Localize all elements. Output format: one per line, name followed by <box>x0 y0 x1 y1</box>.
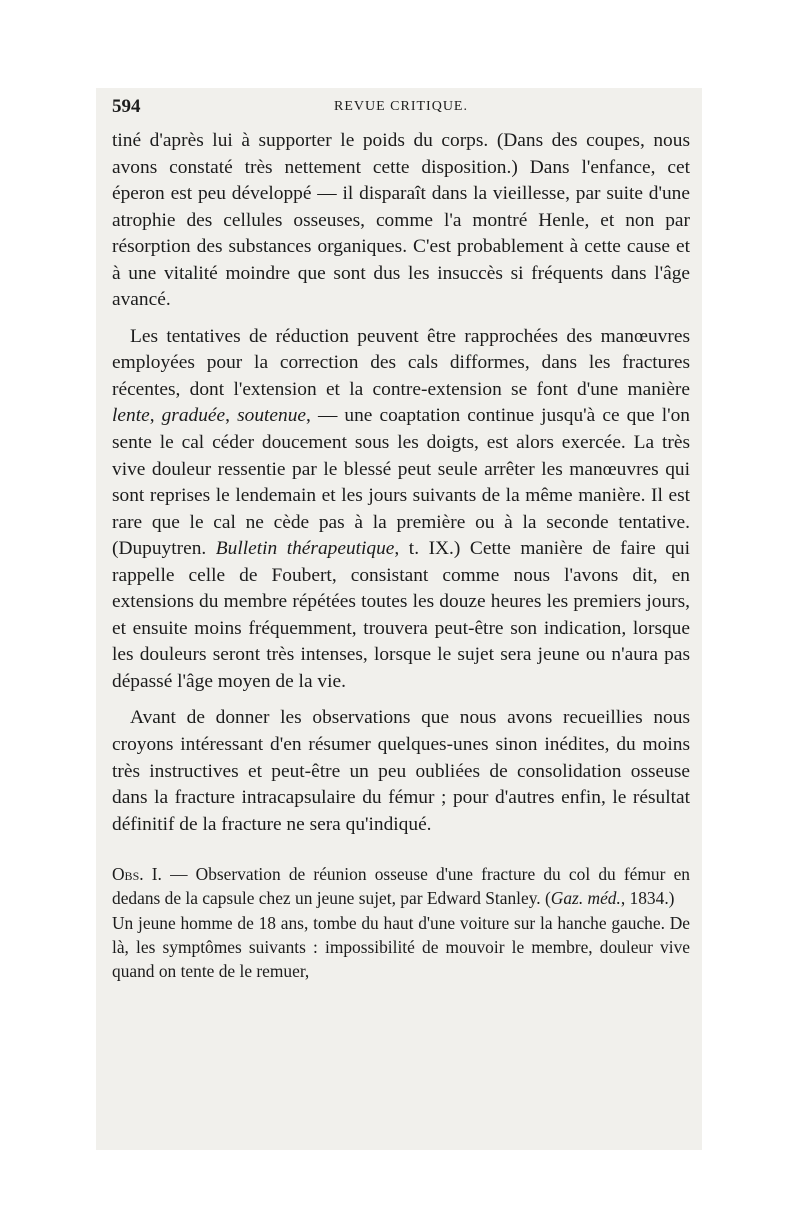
observation-source: Gaz. méd. <box>550 888 621 909</box>
page-header <box>112 90 690 128</box>
observation-label: Obs. I. <box>112 864 162 885</box>
paragraph-observations-intro: Avant de donner les observations que nous avons recueillies nous croyons intéressant d'en résumer quelques-unes sinon inédites, du moins très instructives et peut-être un peu oubliées de consolidation osseuse dans la fracture intracapsulaire du fémur ; pour d'autres enfin, le résultat définitif de la fracture ne sera qu'indiqué. <box>112 707 690 835</box>
observation-body: Un jeune homme de 18 ans, tombe du haut d'une voiture sur la hanche gauche. De là, les symptômes suivants : impossibilité de mouvoir le membre, douleur vive quand on tente de le remuer, <box>112 912 690 982</box>
page-number: 594 <box>112 96 141 117</box>
italic-term: graduée <box>161 405 226 427</box>
page-text <box>112 90 690 983</box>
italic-term: lente <box>112 405 150 427</box>
italic-term: soutenue <box>237 405 307 427</box>
observation-title: Obs. I. — Observation de réunion osseuse d'une fracture du col du fémur en dedans de la capsule chez un jeune sujet, par Edward Stanley. (Gaz. méd., 1834.) <box>112 864 690 909</box>
citation-title: Bulletin thérapeutique <box>215 538 395 560</box>
paragraph-continued: tiné d'après lui à supporter le poids du corps. (Dans des coupes, nous avons constaté très nettement cette disposition.) Dans l'enfance, cet éperon est peu développé — il disparaît dans la vieillesse, par suite d'une atrophie des cellules osseuses, comme l'a montré Henle, et non par résorption des substances organiques. C'est probablement à cette cause et à une vitalité moindre que sont dus les insuccès si fréquents dans l'âge avancé. <box>112 130 690 311</box>
running-title: REVUE CRITIQUE. <box>334 99 468 114</box>
paragraph-reduction: Les tentatives de réduction peuvent être rapprochées des manœuvres employées pour la correction des cals difformes, dans les fractures récentes, dont l'extension et la contre-extension se font d'une manière lente, graduée, soutenue, — une coaptation continue jusqu'à ce que l'on sente le cal céder doucement sous les doigts, est alors exercée. La très vive douleur ressentie par le blessé peut seule arrêter les manœuvres qui sont reprises le lendemain et les jours suivants de la même manière. Il est rare que le cal ne cède pas à la première ou à la seconde tentative. (Dupuytren. Bulletin thérapeutique, t. IX.) Cette manière de faire qui rappelle celle de Foubert, consistant comme nous l'avons dit, en extensions du membre répétées toutes les douze heures les premiers jours, et ensuite moins fréquemment, trouvera peut-être son indication, lorsque les douleurs seront très intenses, lorsque le sujet sera jeune ou n'aura pas dépassé l'âge moyen de la vie. <box>112 325 690 692</box>
